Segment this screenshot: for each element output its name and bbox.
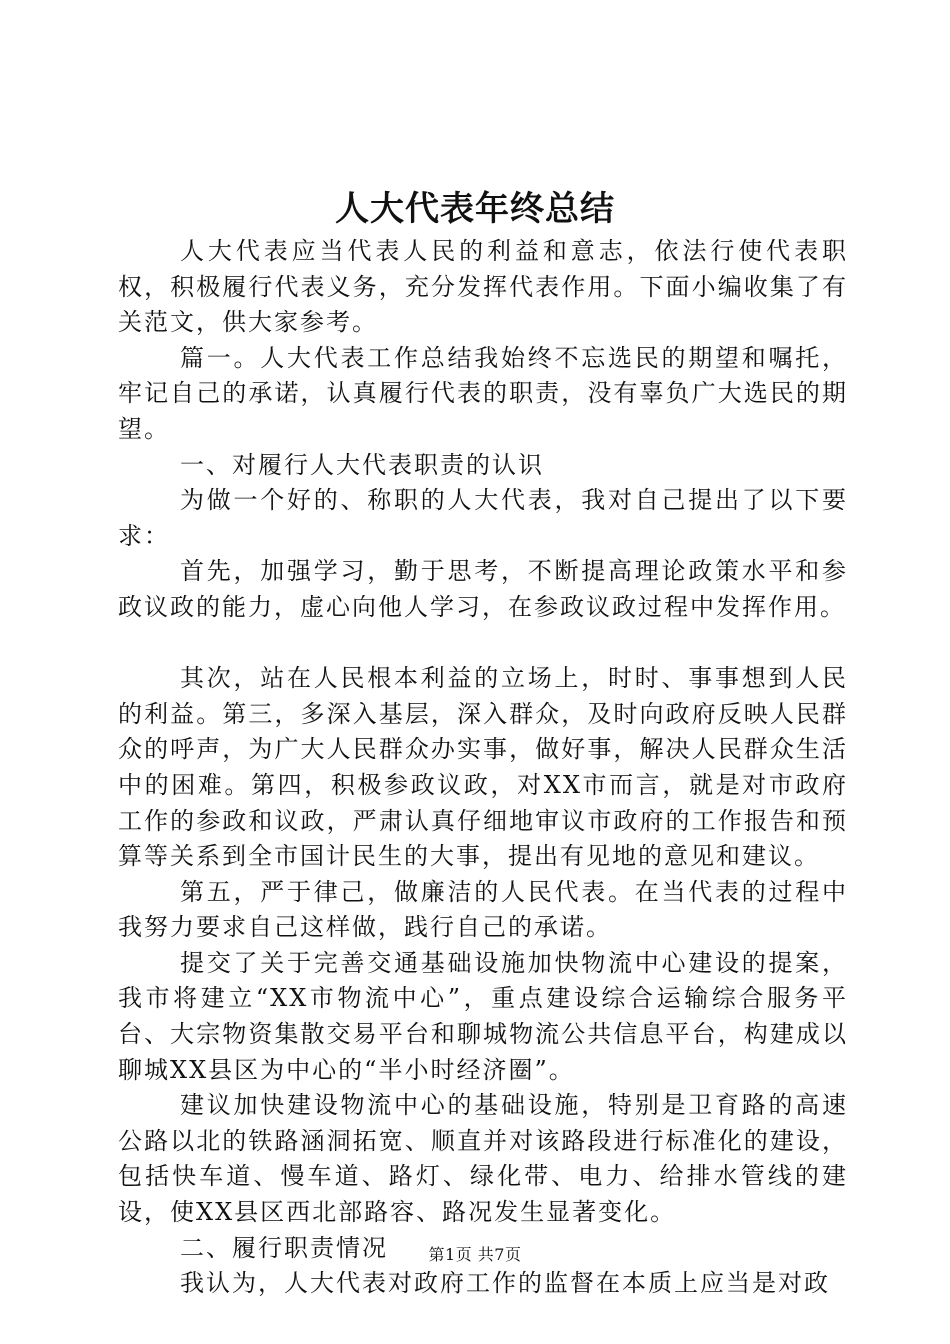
paragraph-spacer (118, 626, 848, 662)
paragraph-part-one: 篇一。人大代表工作总结我始终不忘选民的期望和嘱托，牢记自己的承诺，认真履行代表的职责，没有辜负广大选民的期望。 (118, 343, 848, 443)
paragraph-second-to-fourth: 其次，站在人民根本利益的立场上，时时、事事想到人民的利益。第三，多深入基层，深入群众，及时向政府反映人民群众的呼声，为广大人民群众办实事，做好事，解决人民群众生活中的困难。第四，积极参政议政，对XX市而言，就是对市政府工作的参政和议政，严肃认真仔细地审议市政府的工作报告和预算等关系到全市国计民生的大事，提出有见地的意见和建议。 (118, 664, 848, 871)
paragraph-intro: 人大代表应当代表人民的利益和意志，依法行使代表职权，积极履行代表义务，充分发挥代表作用。下面小编收集了有关范文，供大家参考。 (118, 237, 848, 337)
document-title: 人大代表年终总结 (335, 189, 615, 229)
page-number-footer: 第1页 共7页 (428, 1245, 522, 1264)
paragraph-first: 首先，加强学习，勤于思考，不断提高理论政策水平和参政议政的能力，虚心向他人学习，在参政议政过程中发挥作用。 (118, 557, 848, 621)
paragraph-proposal: 提交了关于完善交通基础设施加快物流中心建设的提案，我市将建立“XX市物流中心”，重点建设综合运输综合服务平台、大宗物资集散交易平台和聊城物流公共信息平台，构建成以聊城XX县区为中心的“半小时经济圈”。 (118, 948, 848, 1084)
paragraph-opinion: 我认为，人大代表对政府工作的监督在本质上应当是对政 (180, 1269, 830, 1298)
section-heading-1: 一、对履行人大代表职责的认识 (180, 450, 544, 479)
section-heading-2: 二、履行职责情况 (180, 1233, 388, 1262)
paragraph-fifth: 第五，严于律己，做廉洁的人民代表。在当代表的过程中我努力要求自己这样做，践行自己的承诺。 (118, 877, 848, 942)
paragraph-requirements: 为做一个好的、称职的人大代表，我对自己提出了以下要求： (118, 486, 848, 550)
paragraph-suggestion: 建议加快建设物流中心的基础设施，特别是卫育路的高速公路以北的铁路涵洞拓宽、顺直并对该路段进行标准化的建设，包括快车道、慢车道、路灯、绿化带、电力、给排水管线的建设，使XX县区西北部路容、路况发生显著变化。 (118, 1091, 848, 1227)
document-body (118, 234, 848, 1302)
